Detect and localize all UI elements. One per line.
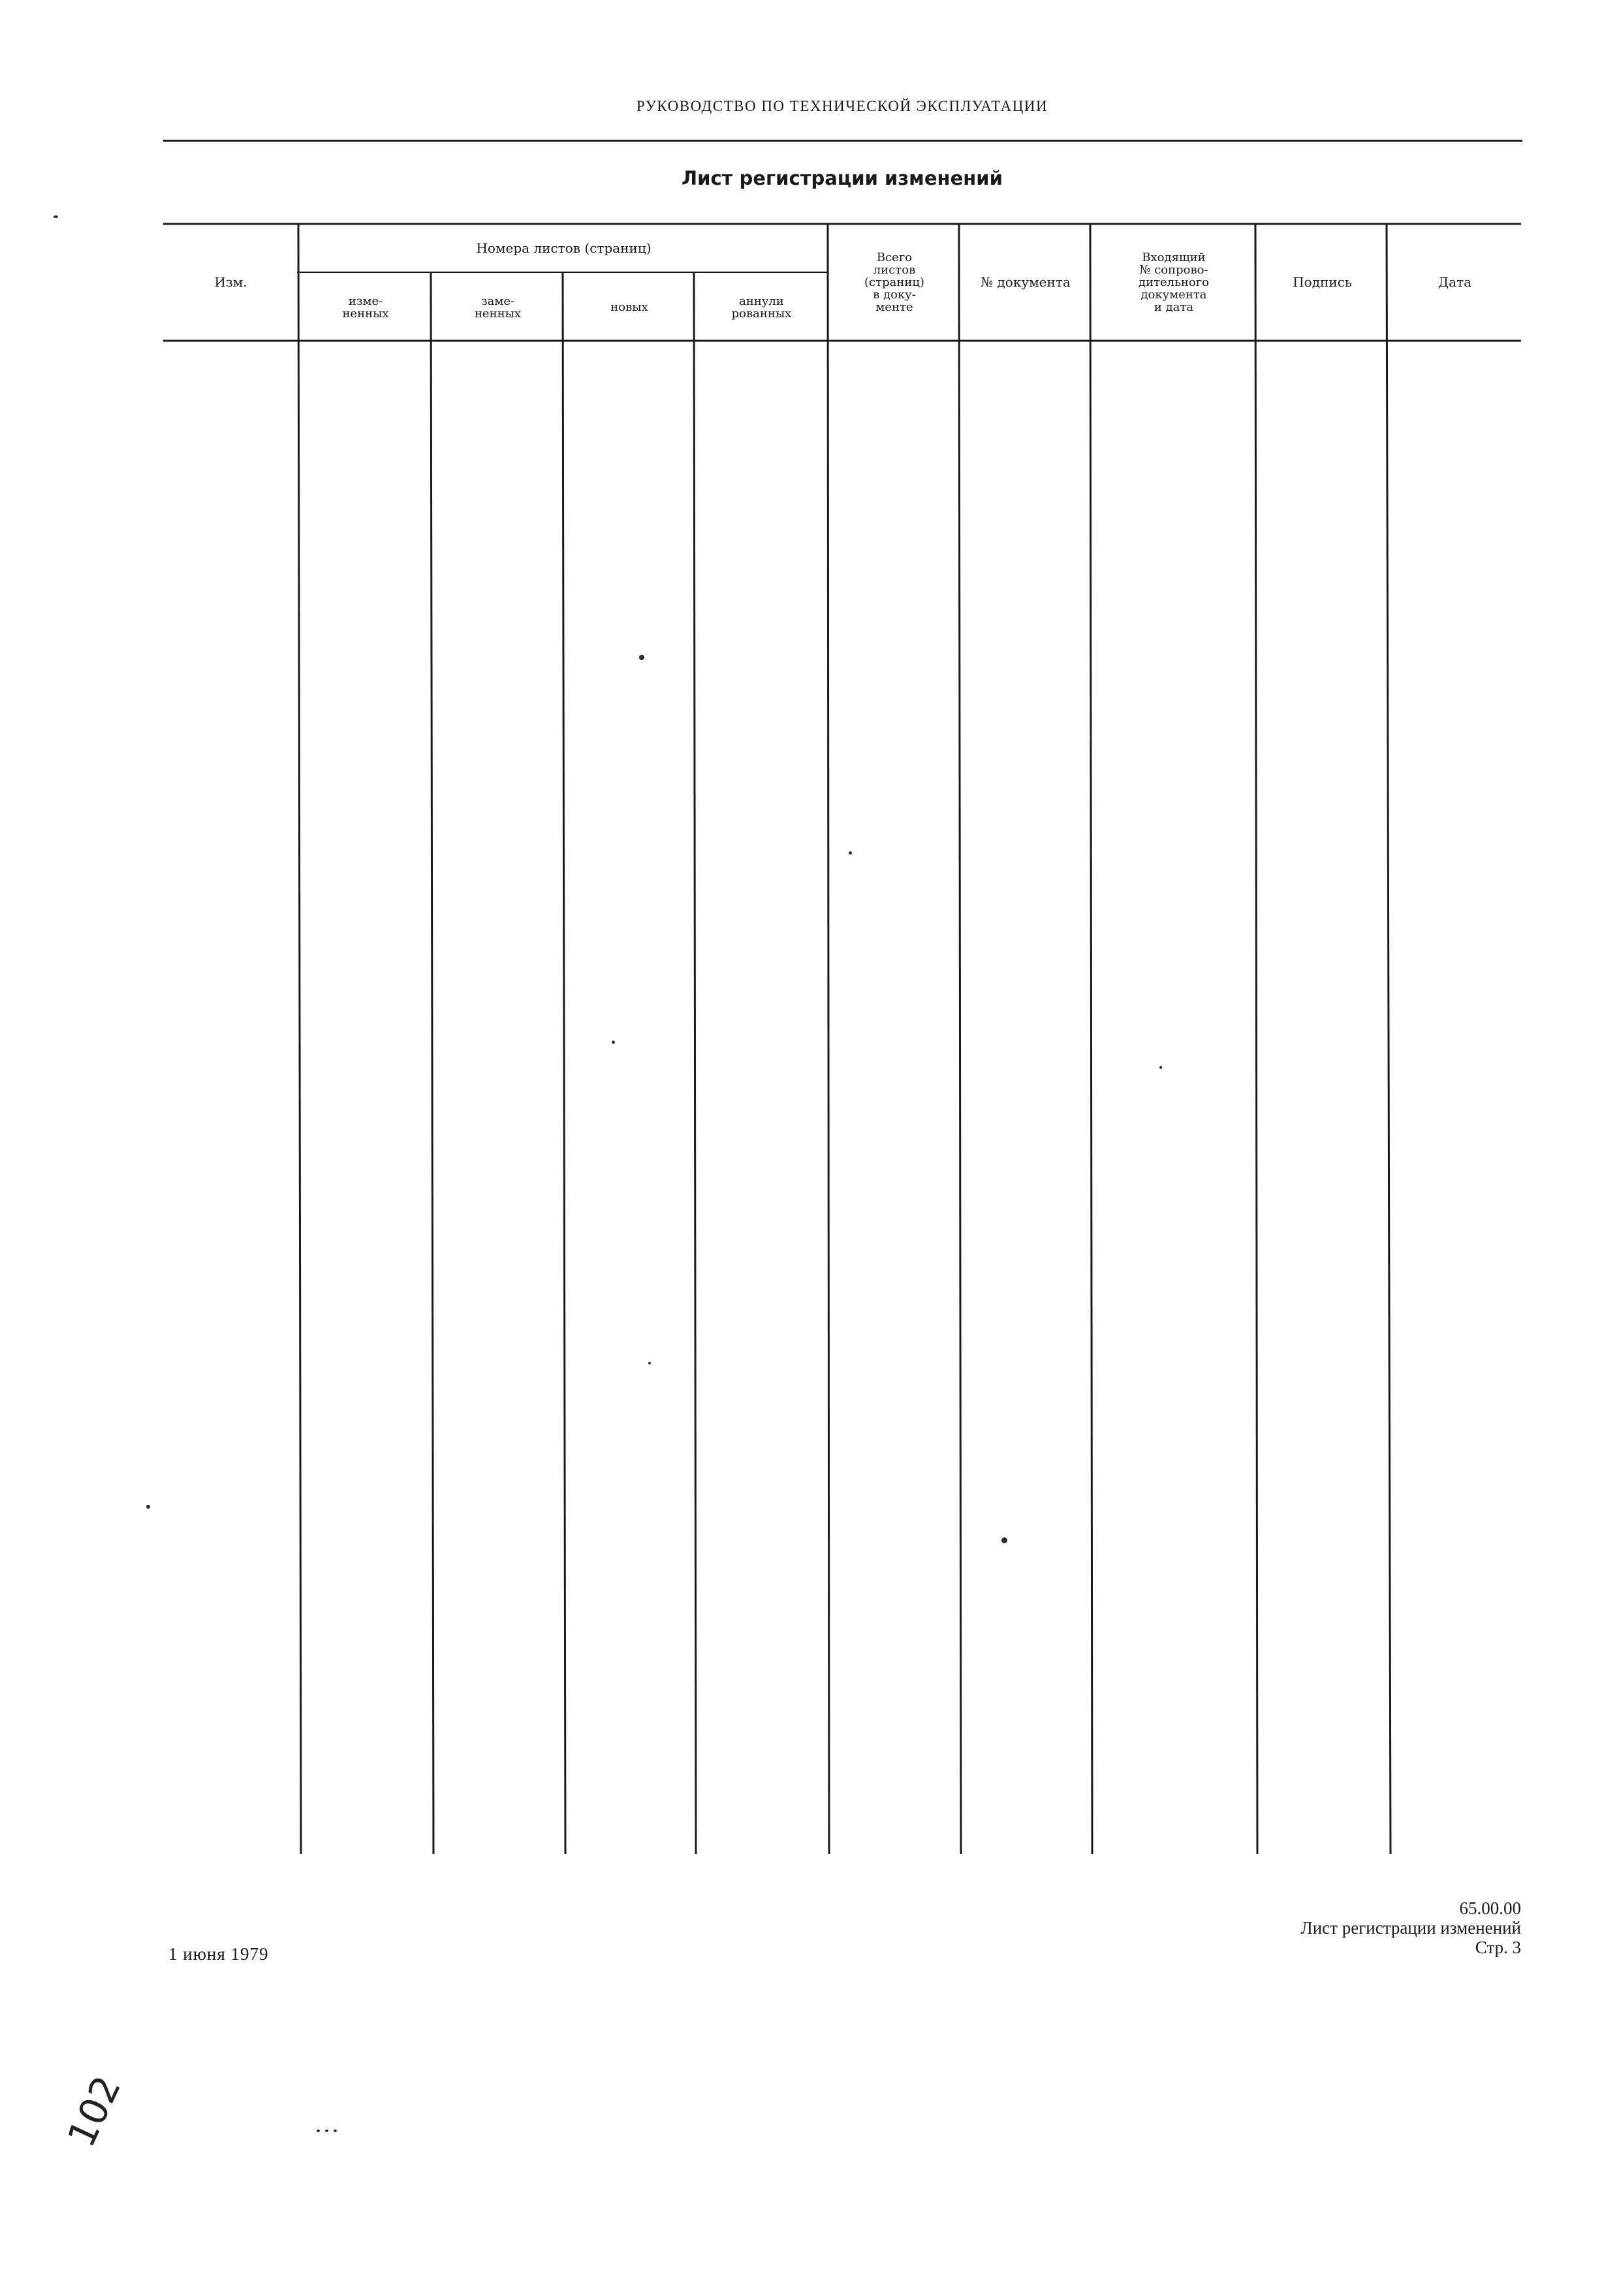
scan-speck (849, 851, 852, 855)
scan-speck (325, 2130, 328, 2132)
footer-code: 65.00.00 (1459, 1898, 1521, 1918)
scan-speck (612, 1041, 615, 1044)
scan-speck (146, 1505, 150, 1509)
footer-page-number: Стр. 3 (1475, 1938, 1521, 1957)
scan-speck (1001, 1537, 1007, 1543)
scan-speck (334, 2130, 337, 2132)
page-title: Лист регистрации изменений (682, 167, 1003, 189)
header-izm: Изм. (214, 274, 247, 290)
handwritten-number: 102 (59, 2069, 130, 2154)
header-sheet-numbers: Номера листов (страниц) (476, 240, 652, 256)
scan-speck (648, 1362, 651, 1364)
header-replaced: заме- ненных (474, 294, 522, 321)
header-doc-number: № документа (981, 274, 1071, 290)
header-date: Дата (1438, 274, 1472, 290)
scan-speck (54, 215, 58, 218)
running-head: РУКОВОДСТВО ПО ТЕХНИЧЕСКОЙ ЭКСПЛУАТАЦИИ (636, 98, 1048, 114)
header-total-sheets: Всего листов (страниц) в доку- менте (864, 251, 924, 314)
footer-section: Лист регистрации изменений (1300, 1918, 1521, 1938)
header-cancelled: аннули рованных (731, 294, 792, 321)
footer-date: 1 июня 1979 (168, 1944, 269, 1964)
scan-speck (1159, 1066, 1162, 1069)
header-incoming-doc: Входящий № сопрово- дительного документа и дата (1138, 251, 1210, 314)
header-new: новых (610, 300, 648, 314)
footer-block (1300, 1898, 1521, 1957)
header-signature: Подпись (1293, 274, 1352, 290)
scan-speck (317, 2130, 320, 2132)
scan-speck (639, 655, 644, 660)
header-changed: изме- ненных (342, 294, 389, 321)
